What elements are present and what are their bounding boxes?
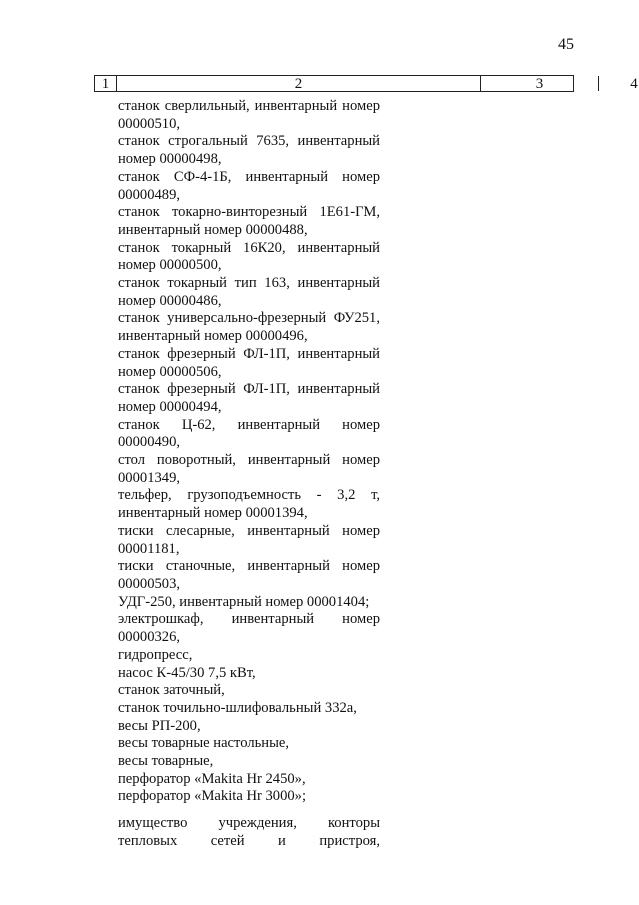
- final-paragraph-line: имущество учреждения, конторы: [118, 815, 380, 832]
- list-item: [118, 594, 380, 612]
- list-item: [118, 647, 380, 665]
- table-header-cell-3: 3: [481, 76, 599, 91]
- list-item: [118, 346, 380, 381]
- list-item-line: 00001349,: [118, 469, 181, 486]
- list-item: [118, 788, 380, 806]
- list-item: [118, 735, 380, 753]
- list-item-line: станок Ц-62, инвентарный номер: [118, 416, 380, 433]
- list-item-line: перфоратор «Makita Hr 3000»;: [118, 788, 307, 805]
- list-item-line: станок токарно-винторезный 1Е61-ГМ,: [118, 204, 380, 221]
- list-item-line: инвентарный номер 00000496,: [118, 328, 308, 345]
- list-item: [118, 133, 380, 168]
- list-item-line: электрошкаф, инвентарный номер: [118, 611, 380, 628]
- list-item-line: станок СФ-4-1Б, инвентарный номер: [118, 168, 380, 185]
- list-item-line: станок токарный тип 163, инвентарный: [118, 275, 380, 292]
- final-paragraph-line: тепловых сетей и пристроя,: [118, 832, 380, 849]
- list-item: [118, 682, 380, 700]
- list-item: [118, 452, 380, 487]
- list-item-line: станок строгальный 7635, инвентарный: [118, 133, 380, 150]
- list-item: [118, 558, 380, 593]
- list-item: [118, 204, 380, 239]
- list-item: [118, 169, 380, 204]
- list-item-line: тиски станочные, инвентарный номер: [118, 558, 380, 575]
- list-item-line: стол поворотный, инвентарный номер: [118, 452, 380, 469]
- list-item-line: 00000503,: [118, 575, 181, 592]
- list-item-line: инвентарный номер 00001394,: [118, 505, 308, 522]
- list-item-line: весы товарные настольные,: [118, 735, 290, 752]
- list-item: [118, 310, 380, 345]
- list-item: [118, 98, 380, 133]
- list-item: [118, 753, 380, 771]
- table-header-cell-2: 2: [117, 76, 481, 91]
- list-item: [118, 771, 380, 789]
- list-item-line: весы РП-200,: [118, 717, 201, 734]
- list-item: [118, 665, 380, 683]
- list-item-line: перфоратор «Makita Hr 2450»,: [118, 770, 306, 787]
- list-item: [118, 718, 380, 736]
- list-item-line: номер 00000486,: [118, 292, 222, 309]
- list-item-line: 00001181,: [118, 540, 180, 557]
- table-header-row: [94, 75, 638, 92]
- list-item-line: номер 00000506,: [118, 363, 222, 380]
- list-item-line: станок заточный,: [118, 682, 225, 699]
- list-item: [118, 275, 380, 310]
- list-item-line: тиски слесарные, инвентарный номер: [118, 522, 380, 539]
- list-item-line: гидропресс,: [118, 646, 193, 663]
- list-item-line: 00000490,: [118, 434, 181, 451]
- list-item: [118, 523, 380, 558]
- list-item-line: станок фрезерный ФЛ-1П, инвентарный: [118, 345, 380, 362]
- table-header-cell-4: 4: [630, 76, 638, 92]
- final-paragraph: [118, 815, 380, 850]
- list-item-line: весы товарные,: [118, 753, 214, 770]
- list-item-line: станок фрезерный ФЛ-1П, инвентарный: [118, 381, 380, 398]
- list-item-line: УДГ-250, инвентарный номер 00001404;: [118, 593, 370, 610]
- equipment-list: [118, 98, 380, 851]
- list-item-line: станок сверлильный, инвентарный номер: [118, 98, 380, 114]
- list-item: [118, 417, 380, 452]
- list-item: [118, 611, 380, 646]
- list-item: [118, 381, 380, 416]
- list-item: [118, 700, 380, 718]
- list-item: [118, 240, 380, 275]
- table-header-cell-1: 1: [95, 76, 117, 91]
- list-item-line: насос К-45/30 7,5 кВт,: [118, 664, 256, 681]
- list-item: [118, 487, 380, 522]
- list-item-line: 00000326,: [118, 629, 181, 646]
- list-item-line: станок универсально-фрезерный ФУ251,: [118, 310, 380, 327]
- page-number: 45: [558, 36, 574, 53]
- list-item-line: номер 00000494,: [118, 398, 222, 415]
- list-item-line: 00000510,: [118, 115, 181, 132]
- list-item-line: станок точильно-шлифовальный 332а,: [118, 699, 357, 716]
- list-item-line: инвентарный номер 00000488,: [118, 221, 308, 238]
- list-item-line: тельфер, грузоподъемность - 3,2 т,: [118, 487, 380, 504]
- list-item-line: станок токарный 16К20, инвентарный: [118, 239, 380, 256]
- list-item-line: номер 00000500,: [118, 257, 222, 274]
- list-item-line: 00000489,: [118, 186, 181, 203]
- list-item-line: номер 00000498,: [118, 151, 222, 168]
